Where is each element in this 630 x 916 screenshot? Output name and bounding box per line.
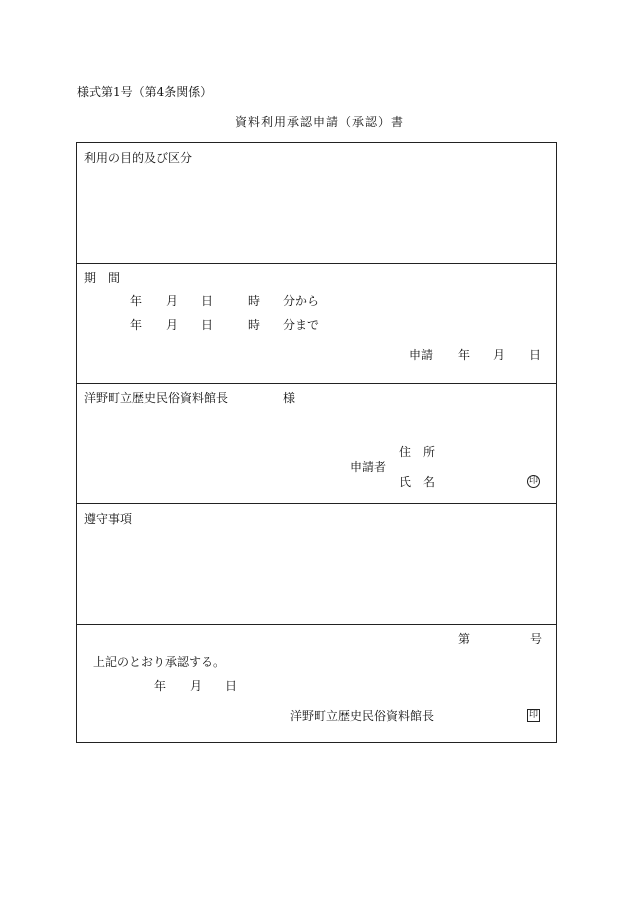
application-date-label: 申請: [409, 348, 434, 362]
to-day: 日: [201, 318, 214, 332]
address-label: 住 所: [399, 445, 436, 459]
approver-seal-icon: 印: [528, 710, 538, 720]
honorific: 様: [283, 391, 296, 405]
name-field[interactable]: [440, 472, 520, 490]
application-month: 月: [493, 348, 506, 362]
form-number: 様式第1号（第4条関係）: [77, 85, 213, 99]
divider-2: [77, 383, 556, 384]
period-label: 期 間: [84, 271, 121, 285]
application-day: 日: [529, 348, 542, 362]
name-label: 氏 名: [399, 475, 436, 489]
from-month: 月: [166, 294, 179, 308]
form-title: 資料利用承認申請（承認）書: [235, 115, 405, 129]
to-minute: 分まで: [283, 318, 320, 332]
approver-title: 洋野町立歴史民俗資料館長: [290, 709, 435, 723]
applicant-seal-icon: 印: [528, 476, 538, 486]
applicant-label: 申請者: [350, 460, 387, 474]
to-month: 月: [166, 318, 179, 332]
from-day: 日: [201, 294, 214, 308]
approval-month: 月: [190, 679, 203, 693]
rules-label: 遵守事項: [84, 512, 133, 526]
divider-1: [77, 263, 556, 264]
from-year: 年: [130, 294, 143, 308]
addressee: 洋野町立歴史民俗資料館長: [84, 391, 229, 405]
purpose-field[interactable]: [78, 170, 555, 260]
approval-number-suffix: 号: [530, 632, 543, 646]
approval-statement: 上記のとおり承認する。: [93, 655, 226, 669]
approval-number-prefix: 第: [458, 632, 471, 646]
to-year: 年: [130, 318, 143, 332]
address-field[interactable]: [440, 442, 550, 460]
approval-day: 日: [225, 679, 238, 693]
divider-3: [77, 503, 556, 504]
approval-year: 年: [154, 679, 167, 693]
from-minute: 分から: [283, 294, 320, 308]
to-hour: 時: [248, 318, 261, 332]
from-hour: 時: [248, 294, 261, 308]
purpose-label: 利用の目的及び区分: [84, 151, 193, 165]
divider-4: [77, 624, 556, 625]
application-year: 年: [458, 348, 471, 362]
